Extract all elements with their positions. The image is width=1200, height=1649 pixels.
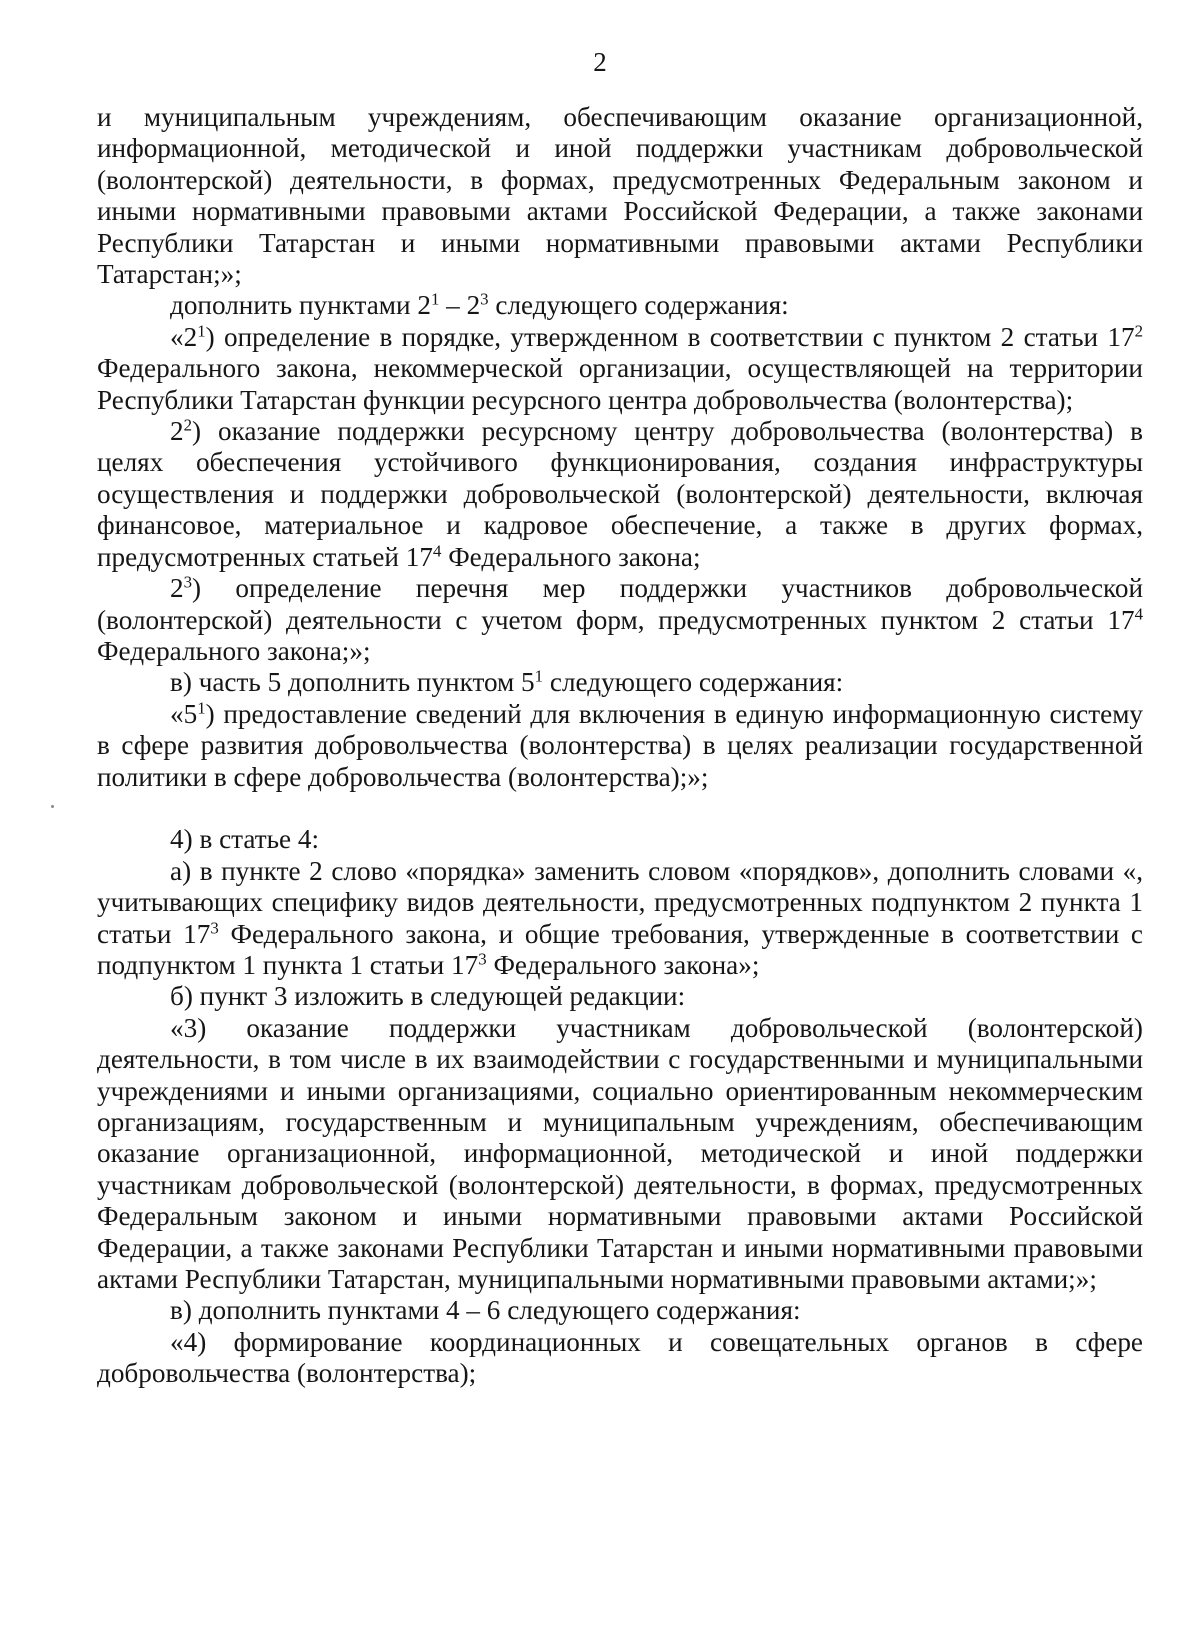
superscript: 4 [1134,604,1143,624]
paragraph-p1: и муниципальным учреждениям, обеспечивающим оказание организационной, информационной, методической и иной поддержки участникам добровольческой (волонтерской) деятельности, в формах, предусмотренных Федеральным законом и иными нормативными правовыми актами Российской Федерации, а также законами Республики Татарстан и иными нормативными правовыми актами Республики Татарстан;»; [97,102,1143,290]
paragraph-p11: «3) оказание поддержки участникам добровольческой (волонтерской) деятельности, в том числе в их взаимодействии с государственными и муниципальными учреждениями и иными организациями, социально ориентированным некоммерческим организациям, государственным и муниципальным учреждениям, обеспечивающим оказание организационной, информационной, методической и иной поддержки участникам добровольческой (волонтерской) деятельности, в формах, предусмотренных Федеральным законом и иными нормативными правовыми актами Российской Федерации, а также законами Республики Татарстан и иными нормативными правовыми актами Республики Татарстан, муниципальными нормативными правовыми актами;»; [97,1012,1143,1295]
paragraph-p5: $2^3$) определение перечня мер поддержки участников добровольческой (волонтерской) деятельности с учетом форм, предусмотренных пунктом 2 статьи $17^4$ Федерального закона;»; [97,572,1143,666]
superscript: 1 [197,321,206,341]
paragraph-p4: $2^2$) оказание поддержки ресурсному центру добровольчества (волонтерства) в целях обеспечения устойчивого функционирования, создания инфраструктуры осуществления и поддержки добровольческой (волонтерской) деятельности, включая финансовое, материальное и кадровое обеспечение, а также в других формах, предусмотренных статьей $17^4$ Федерального закона; [97,415,1143,572]
superscript: 2 [183,415,193,435]
superscript: 3 [183,572,193,592]
paragraph-p13: «4) формирование координационных и совещательных органов в сфере добровольчества (волонтерства); [97,1326,1143,1389]
paragraph-p8: 4) в статье 4: [170,824,320,855]
paragraph-p6: в) часть 5 дополнить пунктом $5^1$ следующего содержания: [170,667,844,698]
paragraph-p12: в) дополнить пунктами 4 – 6 следующего содержания: [170,1295,801,1326]
paragraph-p9: а) в пункте 2 слово «порядка» заменить словом «порядков», дополнить словами «, учитывающих специфику видов деятельности, предусмотренных подпунктом 2 пункта 1 статьи $17^3$ Федерального закона, и общие требования, утвержденные в соответствии с подпунктом 1 пункта 1 статьи $17^3$ Федерального закона»; [97,855,1143,980]
superscript: 1 [534,667,544,687]
superscript: 1 [430,290,440,310]
paragraph-p2: дополнить пунктами $2^1 - 2^3$ следующего содержания: [170,290,789,321]
paragraph-p3: «$2^1$) определение в порядке, утвержденном в соответствии с пунктом 2 статьи $17^2$ Федерального закона, некоммерческой организации, осуществляющей на территории Республики Татарстан функции ресурсного центра добровольчества (волонтерства); [97,321,1143,415]
scan-speck [51,805,54,808]
superscript: 2 [1134,321,1143,341]
superscript: 3 [480,290,489,310]
document-body [97,102,1143,1390]
superscript: 1 [197,698,206,718]
superscript: 4 [432,541,442,561]
page-number: 2 [593,47,607,77]
superscript: 3 [478,949,487,969]
paragraph-p7: «$5^1$) предоставление сведений для включения в единую информационную систему в сфере развития добровольчества (волонтерства) в целях реализации государственной политики в сфере добровольчества (волонтерства);»; [97,698,1143,792]
paragraph-p10: б) пункт 3 изложить в следующей редакции: [170,981,686,1012]
superscript: 3 [210,918,219,938]
